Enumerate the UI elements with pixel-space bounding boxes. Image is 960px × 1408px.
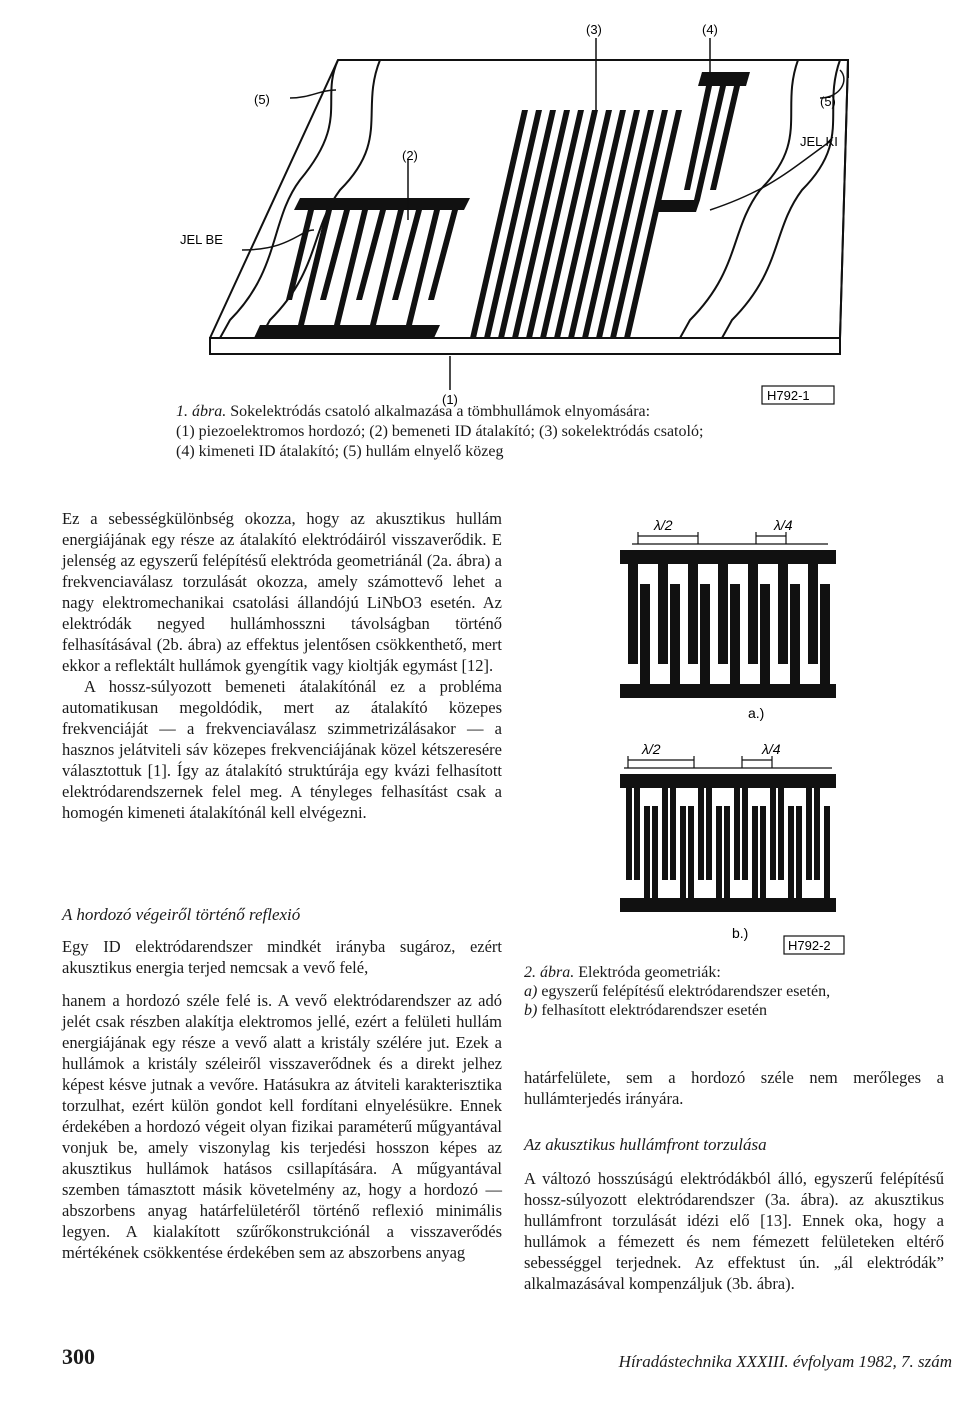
figure-1-code: H792-1 [767, 388, 810, 403]
section-heading-reflection [62, 904, 502, 926]
lambda-half-a: λ/2 [654, 517, 673, 533]
figure-2a-label: a.) [748, 705, 765, 721]
section-heading-wavefront [524, 1134, 944, 1156]
left-paragraph-2: A hossz-súlyozott bemeneti átalakítónál ez a probléma automatikusan megoldódik, mert az átalakító közepes frekvenciáját — a frekvenciaválasz szimmetrizálásakor — a hasznos jelátviteli sáv közepes frekvenciájának közel kétszeresére választottuk [1]. Így az átalakító struktúrája egy kvázi felhasított elektródarendszernek felel meg. A tényleges felhasítást csak a homogén kimeneti átalakítónál kell elvégezni. [62, 677, 502, 822]
section-heading-wavefront-text: Az akusztikus hullámfront torzulása [524, 1135, 767, 1154]
figure-2-item-a-key: a) [524, 983, 538, 1000]
figure-1-caption [176, 402, 866, 462]
lambda-quarter-a: λ/4 [774, 517, 793, 533]
section-heading-reflection-text: A hordozó végeiről történő reflexió [62, 905, 301, 924]
label-1: (1) [442, 392, 458, 407]
label-4: (4) [702, 22, 718, 37]
figure-2-code: H792-2 [788, 938, 831, 953]
figure-2 [528, 506, 858, 956]
right-paragraph-2: A változó hosszúságú elektródákból álló, egyszerű felépítésű hossz-súlyozott elektródarendszer (3a. ábra). az akusztikus hullámfront torzulását idézi elő [13]. Ennek oka, hogy a hullámok a fémezett és nem fémezett felületeken eltérő sebességgel terjednek. Az effektust ún. „ál elektródák” alkalmazásával kompenzáljuk (3b. ábra). [524, 1169, 944, 1293]
left-column-top [62, 508, 502, 823]
figure-2b-label: b.) [732, 925, 749, 941]
page-number: 300 [62, 1344, 95, 1369]
figure-2-item-b: felhasított elektródarendszer esetén [541, 1002, 767, 1019]
dimension-marks-a [632, 532, 828, 544]
label-2: (2) [402, 148, 418, 163]
right-column-bottom [524, 1168, 944, 1294]
left-column-bottom [62, 936, 502, 1275]
electrode-array-a [620, 550, 836, 698]
output-idt [654, 72, 750, 212]
figure-1-number: 1. ábra. [176, 403, 227, 420]
lambda-half-b: λ/2 [642, 741, 661, 757]
left-paragraph-1: Ez a sebességkülönbség okozza, hogy az akusztikus hullám energiájának egy része az átalakító elektródáiról visszaverődik. E jelenség az egyszerű felépítésű elektróda geometriánál (2a. ábra) a frekvenciaválasz torzulását okozza, amely számottevő lehet a nagy elektromechanikai csatolási állandójú LiNbO3 esetén. Az elektródák negyed hullámhosszni távolságban történő felhasításával (2b. ábra) az effektus jelentősen csökkenthető, mert ekkor a reflektált hullámok gyengítik vagy kioltják egymást [12]. [62, 509, 502, 675]
figure-1-caption-line3: (4) kimeneti ID átalakító; (5) hullám elnyelő közeg [176, 443, 504, 460]
journal-footer: Híradástechnika XXXIII. évfolyam 1982, 7. szám [618, 1352, 952, 1371]
label-jel-be: JEL BE [180, 232, 223, 247]
figure-2-item-b-key: b) [524, 1002, 538, 1019]
figure-2-drawing [528, 506, 858, 956]
figure-1-caption-line1: Sokelektródás csatoló alkalmazása a tömbhullámok elnyomására: [230, 403, 651, 420]
left-paragraph-3: Egy ID elektródarendszer mindkét irányba sugároz, ezért akusztikus energia terjed nemcsak a vevő felé, [62, 937, 502, 977]
figure-2-caption [524, 963, 944, 1020]
left-paragraph-4: hanem a hordozó széle felé is. A vevő elektródarendszer az adó jelét csak részben alakítja elektromos jellé, ezért a felületi hullám energiájának egy része a vevő alatt a kristály szélére jut. Ezek a hullámok a kristály széleiről visszaverődnek és a direkt jelhez képest késve jutnak a vevőre. Hatásukra az átviteli karakterisztika torzulhat, ezért külön gondot kell fordítani elnyelésükre. Ennek érdekében a hordozó végeit olyan fizikai paraméterű műgyantával vonjuk be, amely viszonylag kis terjedési hosszon képes az akusztikus hullámok hatásos csillapítására. A műgyantával szemben támasztott másik követelmény az, hogy a hordozó — abszorbens anyag határfelületéről történő reflexió minimális legyen. A kialakított szűrőkonstrukciónál a visszaverődés mértékének csökkentése érdekében sem az abszorbens anyag [62, 991, 502, 1262]
figure-1-drawing [150, 20, 850, 410]
right-paragraph-1: határfelülete, sem a hordozó széle nem merőleges a hullámterjedés irányára. [524, 1068, 944, 1108]
multistrip-coupler [470, 110, 682, 338]
figure-1-caption-line2: (1) piezoelektromos hordozó; (2) bemeneti ID átalakító; (3) sokelektródás csatoló; [176, 423, 704, 440]
right-column-middle [524, 1067, 944, 1109]
figure-2-item-a: egyszerű felépítésű elektródarendszer esetén, [541, 983, 831, 1000]
label-5-left: (5) [254, 92, 270, 107]
figure-2-number: 2. ábra. [524, 964, 575, 981]
figure-1 [150, 20, 850, 410]
label-jel-ki: JEL KI [800, 134, 838, 149]
electrode-array-b [620, 774, 836, 912]
dimension-marks-b [624, 756, 832, 768]
label-5-right: (5) [820, 94, 836, 109]
label-3: (3) [586, 22, 602, 37]
input-idt [254, 198, 470, 338]
lambda-quarter-b: λ/4 [762, 741, 781, 757]
figure-2-title: Elektróda geometriák: [578, 964, 721, 981]
